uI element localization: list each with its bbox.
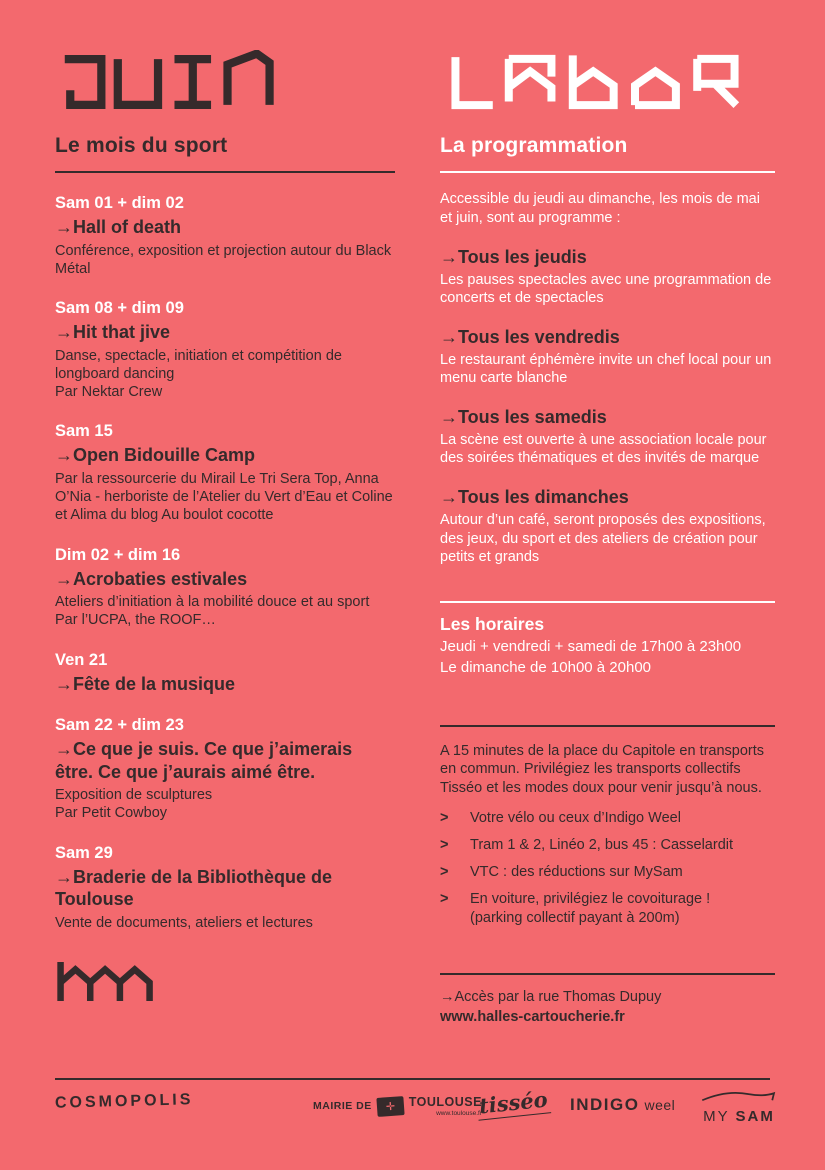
transport-bullet	[440, 863, 775, 882]
program-title: →Tous les jeudis	[440, 246, 587, 267]
chevron-bullet-icon: >	[440, 863, 449, 880]
program-description: La scène est ouverte à une association locale pour des soirées thématiques et des invités de marque	[440, 431, 767, 467]
footer-rule	[55, 1078, 770, 1080]
transport-intro: A 15 minutes de la place du Capitole en transports en commun. Privilégiez les transports collectifs Tisséo et les modes doux pour venir jusqu’à nous.	[440, 742, 765, 797]
event-item	[55, 651, 395, 696]
event-title: →Ce que je suis. Ce que j’aimerais être. Ce que j’aurais aimé être.	[55, 739, 353, 782]
horaires-line-2: Le dimanche de 10h00 à 20h00	[440, 659, 652, 677]
transport-bullet	[440, 836, 775, 855]
toulouse-flag-icon: ✛	[376, 1096, 404, 1117]
program-description: Les pauses spectacles avec une programmation de concerts et de spectacles	[440, 271, 772, 307]
toulouse-name-label: TOULOUSE	[408, 1095, 482, 1109]
program-title: →Tous les vendredis	[440, 326, 620, 347]
chevron-bullet-icon: >	[440, 890, 449, 907]
bullet-text: Tram 1 & 2, Linéo 2, bus 45 : Casselardit	[470, 836, 734, 853]
event-description: Conférence, exposition et projection autour du Black Métal	[55, 242, 392, 277]
event-byline: Par Nektar Crew	[55, 384, 163, 401]
event-item	[55, 194, 395, 278]
event-item	[55, 844, 395, 932]
program-item	[440, 407, 775, 468]
program-title: →Tous les samedis	[440, 406, 607, 427]
hm-cartoucherie-logo	[55, 958, 157, 1005]
event-item	[55, 422, 395, 524]
event-description: Exposition de sculptures	[55, 787, 213, 804]
event-date: Sam 29	[55, 843, 113, 862]
event-date: Sam 08 + dim 09	[55, 299, 184, 318]
right-section-heading: La programmation	[440, 134, 628, 157]
event-description: Ateliers d’initiation à la mobilité douce et au sport	[55, 594, 370, 611]
indigo-name-label: INDIGO	[570, 1095, 640, 1114]
transport-top-rule	[440, 725, 775, 727]
event-date: Sam 22 + dim 23	[55, 716, 184, 735]
website-url: www.halles-cartoucherie.fr	[440, 1008, 625, 1025]
toulouse-url-label: www.toulouse.fr	[436, 1110, 482, 1117]
horaires-top-rule	[440, 601, 775, 603]
indigo-weel-label: weel	[644, 1097, 676, 1113]
program-item	[440, 327, 775, 388]
program-description: Le restaurant éphémère invite un chef local pour un menu carte blanche	[440, 351, 772, 387]
bullet-text: Votre vélo ou ceux d’Indigo Weel	[470, 810, 681, 827]
event-description: Par la ressourcerie du Mirail Le Tri Sera Top, Anna O’Nia - herboriste de l’Atelier du Vert d’Eau et Coline et Alima du blog Au boulot cocotte	[55, 470, 393, 524]
event-title: →Braderie de la Bibliothèque de Toulouse	[55, 866, 333, 910]
event-date: Sam 01 + dim 02	[55, 194, 184, 212]
mysam-logo	[700, 1088, 778, 1125]
left-column	[55, 50, 395, 1010]
horaires-line-1: Jeudi + vendredi + samedi de 17h00 à 23h00	[440, 637, 742, 655]
event-title: →Hit that jive	[55, 322, 171, 343]
event-byline: Par l’UCPA, the ROOF…	[55, 612, 216, 629]
mairie-de-toulouse-logo	[313, 1095, 482, 1117]
event-item	[55, 546, 395, 630]
transport-bullet-list	[440, 809, 775, 927]
program-description: Autour d’un café, seront proposés des expositions, des jeux, du sport et des ateliers de création pour petits et grands	[440, 511, 766, 566]
access-top-rule	[440, 973, 775, 975]
chevron-bullet-icon: >	[440, 810, 449, 827]
bullet-text: VTC : des réductions sur MySam	[470, 863, 683, 880]
event-title: →Acrobaties estivales	[55, 568, 248, 589]
left-section-heading: Le mois du sport	[55, 134, 228, 157]
cosmopolis-logo: COSMOPOLIS	[54, 1091, 194, 1112]
program-intro: Accessible du jeudi au dimanche, les mois de mai et juin, sont au programme :	[440, 191, 760, 226]
event-title: →Open Bidouille Camp	[55, 445, 256, 466]
mysam-swoosh-icon	[700, 1088, 778, 1102]
horaires-heading: Les horaires	[440, 613, 545, 634]
program-title: →Tous les dimanches	[440, 486, 629, 507]
le-bar-logo	[440, 50, 750, 114]
bullet-text: En voiture, privilégiez le covoiturage ! (parking collectif payant à 200m)	[470, 890, 711, 926]
event-date: Sam 15	[55, 422, 113, 441]
toulouse-name-block	[409, 1095, 482, 1117]
chevron-bullet-icon: >	[440, 836, 449, 853]
mairie-prefix-label: MAIRIE DE	[313, 1100, 372, 1112]
access-line: →Accès par la rue Thomas Dupuy	[440, 989, 662, 1006]
mysam-text: MY SAM	[703, 1108, 775, 1125]
event-item	[55, 299, 395, 401]
event-description: Danse, spectacle, initiation et compétition de longboard dancing	[55, 347, 342, 382]
indigo-weel-logo	[570, 1095, 675, 1115]
transport-bullet	[440, 890, 775, 928]
juin-logo	[55, 50, 283, 114]
event-item	[55, 716, 395, 823]
program-item	[440, 487, 775, 567]
event-date: Dim 02 + dim 16	[55, 545, 181, 564]
tisseo-logo: tisséo	[476, 1086, 551, 1120]
right-heading-rule	[440, 171, 775, 173]
event-title: →Fête de la musique	[55, 673, 236, 694]
right-column	[440, 50, 775, 1027]
event-date: Ven 21	[55, 650, 108, 669]
transport-bullet	[440, 809, 775, 828]
left-heading-rule	[55, 171, 395, 173]
event-title: →Hall of death	[55, 217, 182, 237]
program-item	[440, 247, 775, 308]
event-byline: Par Petit Cowboy	[55, 805, 168, 822]
event-description: Vente de documents, ateliers et lectures	[55, 914, 313, 931]
